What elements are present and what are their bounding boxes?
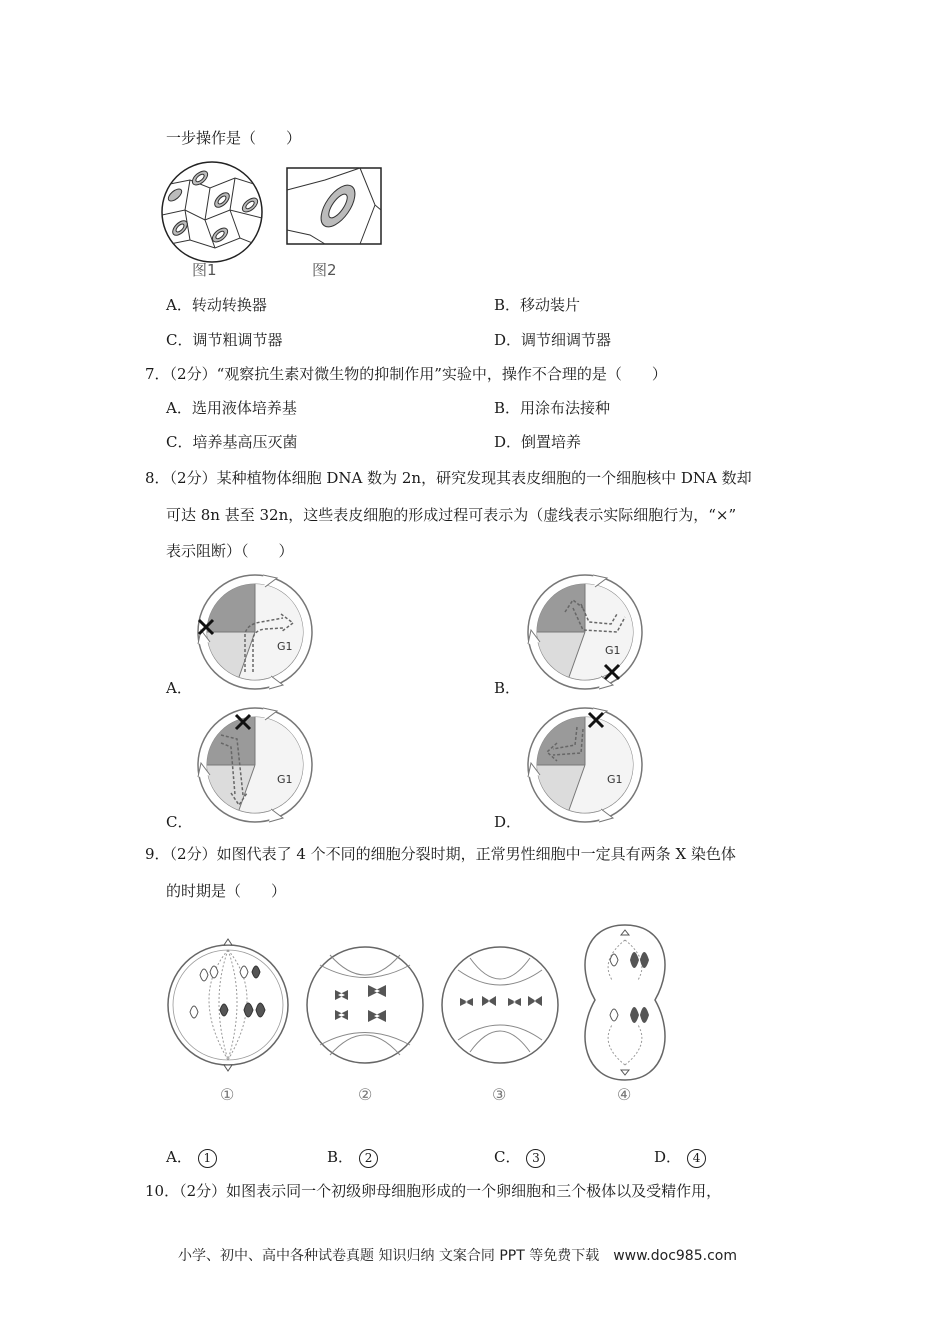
q9-stem-line-2: 的时期是（ ）	[166, 882, 287, 900]
figure-caption-1: 图1	[192, 261, 217, 279]
cell-4	[585, 925, 665, 1080]
cell-division-figure	[160, 920, 690, 1110]
q6-option-d[interactable]: D．调节细调节器	[494, 331, 612, 349]
q9-option-c[interactable]	[494, 1146, 545, 1168]
microscope-figure	[160, 160, 400, 285]
cell-caption-4: ④	[617, 1087, 632, 1104]
field-of-view-1	[162, 162, 262, 262]
q9-option-b-number: 2	[359, 1149, 378, 1168]
q7-option-a[interactable]: A．选用液体培养基	[166, 399, 297, 417]
q8-stem-line-1: 8．（2分）某种植物体细胞 DNA 数为 2n，研究发现其表皮细胞的一个细胞核中 DNA 数却	[145, 469, 752, 487]
q7-option-b[interactable]: B．用涂布法接种	[494, 399, 611, 417]
q9-option-a-number: 1	[198, 1149, 217, 1168]
q9-option-a-letter: A．	[166, 1148, 192, 1166]
q9-option-d-letter: D．	[654, 1148, 682, 1166]
q6-option-b[interactable]: B．移动装片	[494, 296, 581, 314]
page-footer: 小学、初中、高中各种试卷真题 知识归纳 文案合同 PPT 等免费下载 www.doc985.com	[178, 1248, 737, 1264]
q8-option-b[interactable]: B．	[494, 679, 521, 697]
q9-stem-line-1: 9．（2分）如图代表了 4 个不同的细胞分裂时期，正常男性细胞中一定具有两条 X 染色体	[145, 845, 736, 863]
q7-option-d[interactable]: D．倒置培养	[494, 433, 582, 451]
cell-caption-1: ①	[220, 1087, 235, 1104]
cell-3	[442, 947, 558, 1063]
question-continuation: 一步操作是（ ）	[166, 129, 302, 147]
cell-cycle-diagram-a	[195, 572, 320, 697]
cell-cycle-diagram-d	[525, 705, 650, 830]
q9-option-a[interactable]	[166, 1146, 217, 1168]
cell-caption-3: ③	[492, 1087, 507, 1104]
q8-option-a[interactable]: A．	[166, 679, 192, 697]
cell-cycle-diagram-c	[195, 705, 320, 830]
phase-label-g1: G1	[277, 640, 293, 653]
phase-label-g1: G1	[605, 644, 621, 657]
q6-option-c[interactable]: C．调节粗调节器	[166, 331, 283, 349]
q10-stem: 10．（2分）如图表示同一个初级卵母细胞形成的一个卵细胞和三个极体以及受精作用，	[145, 1182, 722, 1200]
phase-label-g1: G1	[277, 773, 293, 786]
q8-option-c[interactable]: C．	[166, 813, 193, 831]
q8-stem-line-2: 可达 8n 甚至 32n，这些表皮细胞的形成过程可表示为（虚线表示实际细胞行为，“×”	[166, 506, 737, 524]
phase-label-g1: G1	[607, 773, 623, 786]
q7-option-c[interactable]: C．培养基高压灭菌	[166, 433, 298, 451]
cell-caption-2: ②	[358, 1087, 373, 1104]
q7-stem: 7．（2分）“观察抗生素对微生物的抑制作用”实验中，操作不合理的是（ ）	[145, 365, 667, 383]
figure-caption-2: 图2	[312, 261, 337, 279]
q8-option-d[interactable]: D．	[494, 813, 522, 831]
cell-cycle-diagram-b	[525, 572, 650, 697]
field-of-view-2	[287, 168, 381, 244]
q8-stem-line-3: 表示阻断）（ ）	[166, 542, 294, 560]
q6-option-a[interactable]: A．转动转换器	[166, 296, 267, 314]
cell-1	[168, 939, 288, 1071]
q9-option-c-number: 3	[526, 1149, 545, 1168]
q9-option-c-letter: C．	[494, 1148, 521, 1166]
cell-2	[307, 947, 423, 1063]
q9-option-b[interactable]	[327, 1146, 378, 1168]
q9-option-d[interactable]	[654, 1146, 706, 1168]
q9-option-b-letter: B．	[327, 1148, 354, 1166]
q9-option-d-number: 4	[687, 1149, 706, 1168]
